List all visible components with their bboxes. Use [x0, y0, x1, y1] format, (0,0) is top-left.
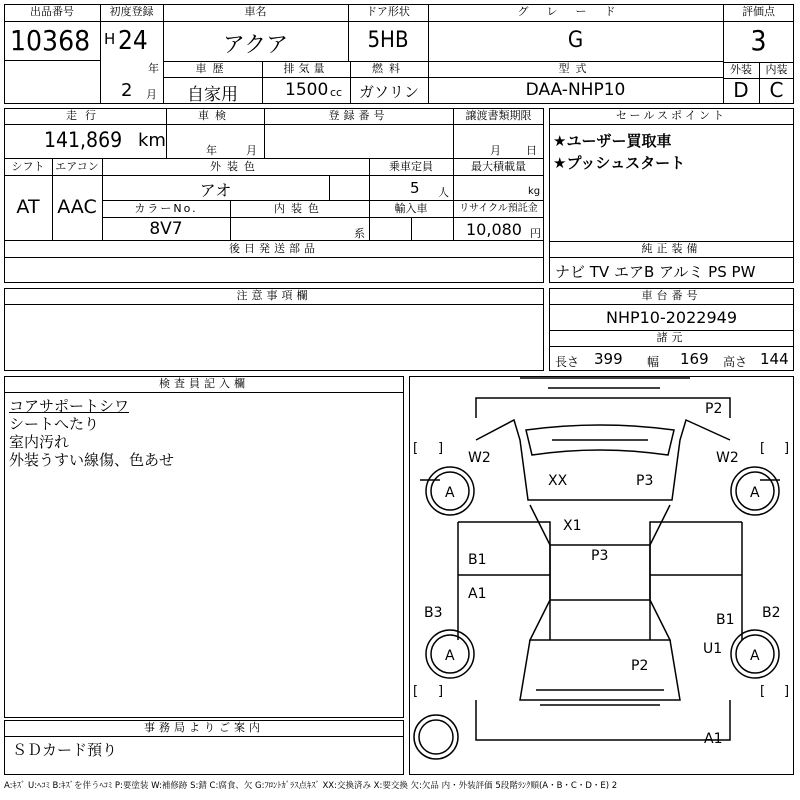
dimensions-label: 諸元 [656, 331, 687, 344]
model-code: DAA-NHP10 [525, 80, 626, 100]
grade-label: グレード [517, 5, 634, 18]
width-label: 幅 [647, 355, 660, 369]
displacement-label: 排気量 [283, 62, 329, 75]
history: 自家用 [187, 85, 238, 105]
mileage: 141,869 [44, 128, 123, 152]
transfer-month-unit: 月 [490, 144, 501, 157]
height-label: 高さ [723, 355, 748, 369]
exterior-color-label: 外装色 [210, 160, 261, 173]
width: 169 [680, 350, 709, 368]
diagram-bracket: ] [784, 441, 790, 456]
damage-mark: A [445, 648, 455, 664]
diagram-bracket: ] [784, 684, 790, 699]
notes-label: 注意事項欄 [236, 289, 312, 302]
inspector-note: 外装うすい線傷、色あせ [9, 451, 175, 469]
exterior-grade: D [733, 78, 749, 102]
air-conditioner: AAC [57, 196, 97, 218]
lot-number: 10368 [10, 24, 91, 57]
air-conditioner-label: エアコン [55, 160, 99, 173]
load-unit: kg [528, 186, 541, 197]
damage-mark: B1 [468, 552, 487, 568]
diagram-bracket: [ [413, 441, 419, 456]
damage-mark: B2 [762, 605, 781, 621]
damage-mark: A1 [468, 586, 487, 602]
car-name-label: 車名 [244, 5, 267, 18]
inspection-year-unit: 年 [206, 144, 217, 157]
shift-label: シフト [11, 160, 45, 173]
month-unit: 月 [146, 88, 157, 101]
door-type-label: ドア形状 [366, 5, 410, 18]
color-number: 8V7 [149, 219, 183, 239]
inspector-note: コアサポートシワ [9, 397, 130, 415]
equipment-label: 純正装備 [641, 242, 702, 255]
chassis-number-label: 車台番号 [641, 289, 702, 302]
mileage-label: 走行 [66, 109, 104, 122]
equipment-list: ナビ TV エアB アルミ PS PW [555, 263, 756, 281]
chassis-number: NHP10-2022949 [605, 308, 738, 327]
height: 144 [760, 350, 789, 368]
damage-mark: U1 [703, 641, 723, 657]
recycle-deposit: 10,080 [466, 220, 522, 239]
transfer-day-unit: 日 [526, 144, 537, 157]
era-letter: H [104, 30, 116, 48]
damage-mark: X1 [563, 518, 582, 534]
office-notice-label: 事務局よりご案内 [144, 721, 264, 734]
inspection-month-unit: 月 [246, 144, 257, 157]
sales-point-item: ★ユーザー買取車 [553, 132, 672, 150]
recycle-deposit-label: リサイクル預託金 [459, 203, 538, 214]
diagram-bracket: [ [760, 441, 766, 456]
mileage-unit: km [138, 130, 166, 151]
diagram-bracket: ] [438, 441, 444, 456]
model-label: 型式 [558, 62, 593, 75]
interior-label: 内装 [765, 63, 788, 76]
displacement-unit: cc [330, 86, 343, 99]
registration-number-label: 登録番号 [328, 109, 389, 122]
recycle-unit: 円 [530, 227, 541, 240]
inspection-label: 車検 [198, 109, 232, 122]
max-load-label: 最大積載量 [471, 160, 526, 173]
office-notice: ＳＤカード預り [12, 741, 118, 759]
later-parts-label: 後日発送部品 [229, 242, 319, 255]
damage-mark: W2 [468, 450, 491, 466]
score-label: 評価点 [742, 5, 775, 18]
door-type: 5HB [367, 28, 409, 53]
interior-grade: C [769, 78, 784, 102]
inspector-note: シートへたり [9, 415, 100, 433]
car-damage-diagram [409, 376, 794, 775]
length-label: 長さ [555, 355, 580, 369]
shift: AT [16, 196, 40, 218]
sales-points-label: セールスポイント [615, 109, 727, 122]
fuel: ガソリン [358, 83, 419, 101]
damage-mark: P3 [591, 548, 609, 564]
color-number-label: カラーNo. [134, 202, 198, 215]
damage-mark: B1 [716, 612, 735, 628]
registration-year: 24 [118, 26, 148, 56]
car-name: アクア [222, 33, 289, 58]
damage-legend: A:ｷｽﾞ U:ﾍｺﾐ B:ｷｽﾞを伴うﾍｺﾐ P:要塗装 W:補修跡 S:錆 C:腐食、欠 G:ﾌﾛﾝﾄｶﾞﾗｽ点ｷｽﾞ XX:交換済み X:要交換 欠:欠品 内・外装評価 5段階ﾗﾝｸ順(A・B・C・D・E) 2 [4, 781, 618, 791]
grade: G [567, 28, 584, 53]
interior-color-unit: 系 [354, 227, 365, 240]
displacement: 1500 [285, 80, 329, 100]
inspector-note: 室内汚れ [9, 433, 70, 451]
diagram-bracket: ] [438, 684, 444, 699]
damage-mark: P3 [636, 473, 654, 489]
exterior-label: 外装 [730, 63, 752, 76]
sales-point-item: ★プッシュスタート [553, 154, 686, 172]
import-car-label: 輸入車 [394, 202, 428, 215]
seating-capacity-label: 乗車定員 [389, 160, 433, 173]
seating-capacity: 5 [410, 179, 420, 197]
damage-mark: A [750, 648, 760, 664]
diagram-bracket: [ [413, 684, 419, 699]
damage-mark: A1 [704, 731, 723, 747]
registration-month: 2 [121, 80, 133, 101]
damage-mark: A [445, 485, 455, 501]
damage-mark: B3 [424, 605, 443, 621]
damage-mark: A [750, 485, 760, 501]
damage-mark: XX [548, 473, 568, 489]
seats-unit: 人 [438, 186, 449, 199]
interior-color-label: 内装色 [274, 202, 325, 215]
length: 399 [594, 350, 623, 368]
history-label: 車歴 [195, 62, 230, 75]
score: 3 [750, 24, 767, 57]
year-unit: 年 [148, 62, 159, 75]
fuel-label: 燃料 [372, 62, 406, 75]
damage-mark: P2 [705, 401, 723, 417]
first-registration-label: 初度登録 [109, 5, 154, 18]
exterior-color: アオ [199, 181, 232, 200]
lot-number-label: 出品番号 [30, 5, 74, 18]
transfer-deadline-label: 譲渡書類期限 [465, 109, 532, 122]
diagram-bracket: [ [760, 684, 766, 699]
inspector-notes-label: 検査員記入欄 [159, 377, 249, 390]
damage-mark: W2 [716, 450, 739, 466]
damage-mark: P2 [631, 658, 649, 674]
